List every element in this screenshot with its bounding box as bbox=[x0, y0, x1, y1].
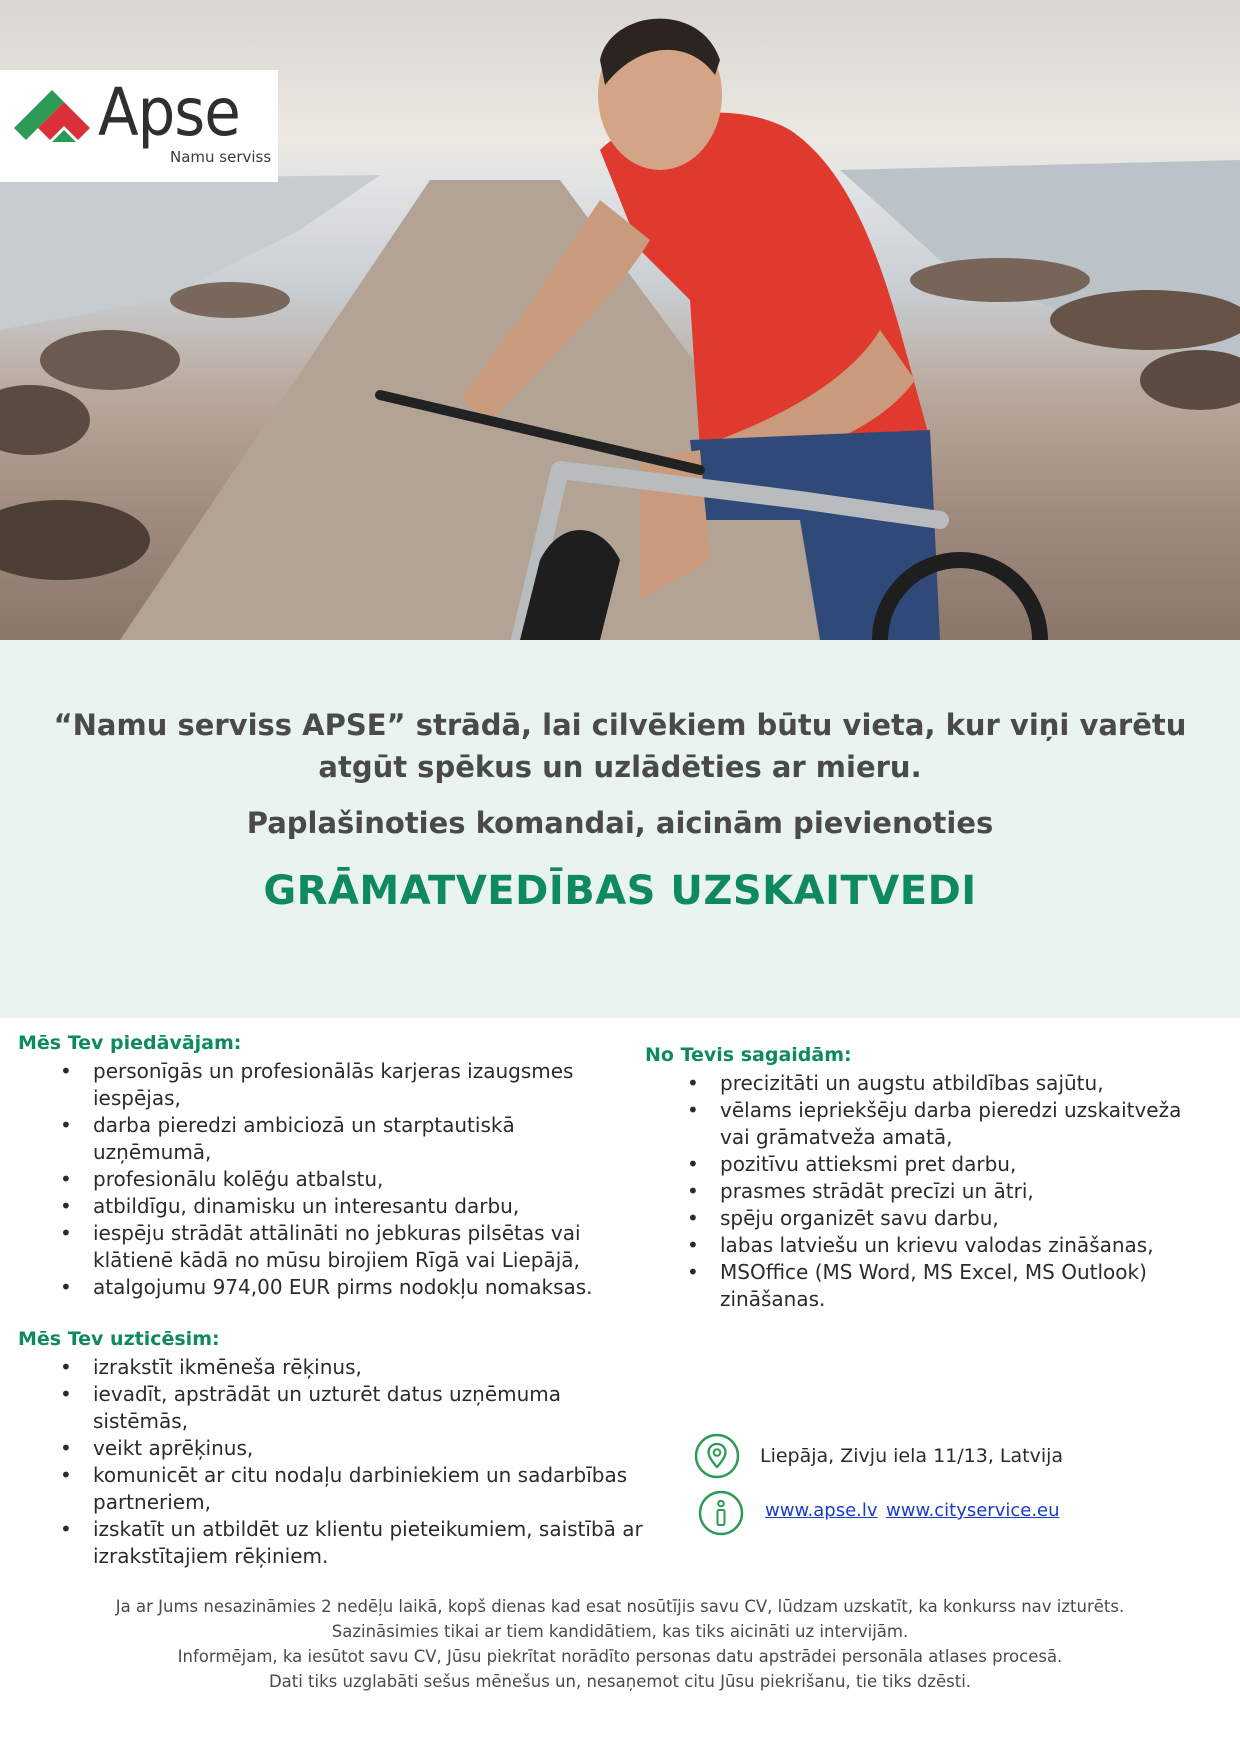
apse-website-link[interactable]: www.apse.lv bbox=[765, 1500, 878, 1521]
list-item: • precizitāti un augstu atbildības sajūtu, bbox=[645, 1070, 1215, 1097]
list-item: • izskatīt un atbildēt uz klientu pieteikumiem, saistībā ar izrakstītajiem rēķiniem. bbox=[18, 1516, 648, 1570]
list-item: • prasmes strādāt precīzi un ātri, bbox=[645, 1178, 1215, 1205]
invitation-lead: Paplašinoties komandai, aicinām pievienoties bbox=[246, 806, 994, 840]
footer-line: Ja ar Jums nesazināmies 2 nedēļu laikā, kopš dienas kad esat nosūtījis savu CV, lūdzam uzskatīt, ka konkurss nav izturēts. bbox=[115, 1597, 1125, 1616]
logo-wordmark: Apse bbox=[98, 74, 240, 151]
list-item: • izrakstīt ikmēneša rēķinus, bbox=[18, 1354, 648, 1381]
cityservice-website-link[interactable]: www.cityservice.eu bbox=[886, 1500, 1060, 1521]
footer-line: Informējam, ka iesūtot savu CV, Jūsu piekrītat norādīto personas datu apstrādei personāla atlases procesā. bbox=[177, 1647, 1063, 1666]
list-item: • vēlams iepriekšēju darba pieredzi uzskaitveža vai grāmatveža amatā, bbox=[645, 1097, 1215, 1151]
offer-heading: Mēs Tev piedāvājam: bbox=[18, 1032, 242, 1054]
apse-logo bbox=[0, 70, 278, 182]
apse-logo-mark bbox=[14, 90, 96, 146]
list-item: • atbildīgu, dinamisku un interesantu darbu, bbox=[18, 1193, 618, 1220]
list-item: • ievadīt, apstrādāt un uzturēt datus uzņēmuma sistēmās, bbox=[18, 1381, 648, 1435]
requirements-list bbox=[645, 1070, 1215, 1313]
footer-line: Dati tiks uzglabāti sešus mēnešus un, nesaņemot citu Jūsu piekrišanu, tie tiks dzēsti. bbox=[268, 1672, 972, 1691]
location-pin-icon bbox=[694, 1433, 740, 1479]
list-item: • komunicēt ar citu nodaļu darbiniekiem un sadarbības partneriem, bbox=[18, 1462, 648, 1516]
company-quote: “Namu serviss APSE” strādā, lai cilvēkiem būtu vieta, kur viņi varētu atgūt spēkus un uzlādēties ar mieru. bbox=[53, 708, 1187, 784]
duties-list bbox=[18, 1354, 648, 1570]
list-item: • iespēju strādāt attālināti no jebkuras pilsētas vai klātienē kādā no mūsu birojiem Rīgā vai Liepājā, bbox=[18, 1220, 618, 1274]
address-text: Liepāja, Zivju iela 11/13, Latvija bbox=[760, 1445, 1064, 1467]
duties-heading: Mēs Tev uzticēsim: bbox=[18, 1328, 220, 1350]
position-title: GRĀMATVEDĪBAS UZSKAITVEDI bbox=[263, 868, 977, 914]
list-item: • labas latviešu un krievu valodas zināšanas, bbox=[645, 1232, 1215, 1259]
info-icon bbox=[698, 1490, 744, 1536]
list-item: • spēju organizēt savu darbu, bbox=[645, 1205, 1215, 1232]
list-item: • darba pieredzi ambiciozā un starptautiskā uzņēmumā, bbox=[18, 1112, 618, 1166]
requirements-heading: No Tevis sagaidām: bbox=[645, 1044, 852, 1066]
offer-list bbox=[18, 1058, 618, 1301]
footer-line: Sazināsimies tikai ar tiem kandidātiem, kas tiks aicināti uz intervijām. bbox=[331, 1622, 909, 1641]
logo-tagline: Namu serviss bbox=[170, 148, 272, 166]
list-item: • atalgojumu 974,00 EUR pirms nodokļu nomaksas. bbox=[18, 1274, 618, 1301]
list-item: • profesionālu kolēģu atbalstu, bbox=[18, 1166, 618, 1193]
list-item: • personīgās un profesionālās karjeras izaugsmes iespējas, bbox=[18, 1058, 618, 1112]
disclaimer-footer bbox=[40, 1594, 1200, 1694]
list-item: • MSOffice (MS Word, MS Excel, MS Outlook) zināšanas. bbox=[645, 1259, 1215, 1313]
list-item: • pozitīvu attieksmi pret darbu, bbox=[645, 1151, 1215, 1178]
list-item: • veikt aprēķinus, bbox=[18, 1435, 648, 1462]
